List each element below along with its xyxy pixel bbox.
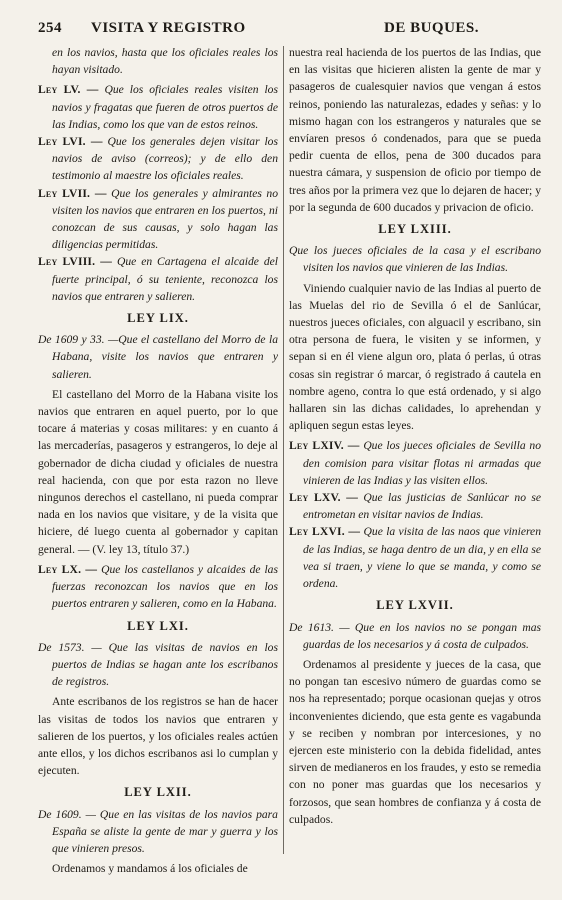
- law-60: Ley LX. — Que los castellanos y alcaides de las fuerzas reconozcan los navios que en los puertos entraren y salieren, como en la Habana.: [38, 562, 278, 611]
- law-55: Ley LV. — Que los oficiales reales visiten los navios y fragatas que fueren de otros puertos de las Indias, como los que van de estos reinos.: [38, 83, 278, 131]
- law-61-heading: LEY LXI.: [127, 618, 189, 633]
- law-67-heading: LEY LXVII.: [376, 598, 454, 613]
- law-62-body: Ordenamos y mandamos á los oficiales de: [52, 862, 248, 876]
- running-header: [38, 20, 546, 42]
- law-59-summary: De 1609 y 33. —Que el castellano del Morro de la Habana, visite los navios que entraren y salieren.: [38, 333, 278, 381]
- header-right-title: DE BUQUES.: [384, 20, 480, 36]
- law-62-heading: LEY LXII.: [124, 785, 192, 800]
- header-left-title: VISITA Y REGISTRO: [91, 20, 246, 36]
- law-61-body: Ante escribanos de los registros se han de hacer las visitas de todos los navios que entraren y salieren de los puertos, y los oficiales reales actúen ante ellos, y los dichos escribanos asi lo cumplan y ejecuten.: [38, 695, 278, 778]
- continued-text: en los navios, hasta que los oficiales reales los hayan visitado.: [52, 46, 278, 77]
- law-57: Ley LVII. — Que los generales y almirantes no visiten los navios que entraren en los puertos, ni conozcan de sus causas, y solo hagan las diligencias permitidas.: [38, 186, 278, 252]
- law-59-heading: LEY LIX.: [127, 311, 189, 326]
- law-64: Ley LXIV. — Que los jueces oficiales de Sevilla no den comision para visitar flotas ni armadas que vinieren de las Indias y las visiten ellos.: [289, 439, 541, 487]
- page-number: 254: [38, 20, 62, 36]
- law-66: Ley LXVI. — Que la visita de las naos que vinieren de las Indias, se haga dentro de un dia, y en ella se vea si traen, y viene lo que se manda, y como se ordena.: [289, 525, 541, 591]
- continued-text-right: nuestra real hacienda de los puertos de las Indias, que en las visitas que hicieren alisten la gente de mar y pasageros de cualesquier navios que vengan á estos reinos, poniendo las naturalezas, edades y señas: y lo mismo hagan con los estrangeros y naturales que se envíaren presos ó condenados, para que se pueda pedir cuenta de ellos, pena de 300 ducados para nuestra cámara, y suspension de oficio por tiempo de tres años por la primera vez que lo dejaren de hacer; y por la segunda de 600 ducados y privacion de oficio.: [289, 46, 541, 214]
- left-column: [38, 44, 278, 877]
- law-63-heading: LEY LXIII.: [378, 222, 452, 237]
- law-59-body: El castellano del Morro de la Habana visite los navios que entraren en aquel puerto, por lo que tocare á materias y cosas militares: y en cuanto á las mercaderías, pasageros y estrangeros, lo deje al gobernador de dicha ciudad y oficiales de nuestra real hacienda, con que por esta razon no lleve ningunos derechos el castellano, ni pueda comprar nada en los navios que visitare, y de la visita que hiciere, dé luego cuenta al gobernador y capitan general. — (V. ley 13, título 37.): [38, 387, 278, 556]
- law-63-summary: Que los jueces oficiales de la casa y el escribano visiten los navios que vinieren de las Indias.: [289, 244, 541, 275]
- law-61-summary: De 1573. — Que las visitas de navios en los puertos de Indias se hagan ante los escribanos de registros.: [38, 640, 278, 689]
- law-56: Ley LVI. — Que los generales dejen visitar los navios de aviso (correos); y de ello den testimonio al maestre los oficiales reales.: [38, 135, 278, 183]
- law-65: Ley LXV. — Que las justicias de Sanlúcar no se entrometan en visitar navios de Indias.: [289, 491, 541, 522]
- law-62-summary: De 1609. — Que en las visitas de los navios para España se aliste la gente de mar y guerra y los que vinieren presos.: [38, 807, 278, 855]
- law-67-body: Ordenamos al presidente y jueces de la casa, que no pongan tan escesivo número de guardas como se nos ha representado; porque ocasionan quejas y otros inconvenientes diciendo, que esta gente es vagabunda y se reciben y nombran por intercesiones, y no ejercen este ministerio con la debida fidelidad, antes sirven de medianeros en los fraudes, y esto se remedia con no poner mas guardas que los necesarios y forzosos, que sean hombres de confianza y á costa de culpados.: [289, 657, 541, 826]
- law-63-body: Viniendo cualquier navio de las Indias al puerto de las Muelas del rio de Sevilla ó el de Sanlúcar, nuestros jueces oficiales, con alguacil y escribano, sin otra persona de fuera, le visiten y se informen, y sepan si en él viene algun oro, plata ó perlas, ú otras cosas sin registrar ó marcar, ó registrado á cautela en nombre ageno, contra lo que está ordenado, y si algo hallaren sin las dichas calidades, lo aprehendan y apliquen segun estas leyes.: [289, 281, 541, 433]
- column-divider: [283, 46, 284, 854]
- law-67-summary: De 1613. — Que en los navios no se pongan mas guardas de los necesarios y á costa de culpados.: [289, 620, 542, 651]
- law-58: Ley LVIII. — Que en Cartagena el alcaide del fuerte principal, ó su teniente, reconozca los navios que entraren y salieren.: [38, 255, 278, 303]
- right-column: [289, 44, 541, 828]
